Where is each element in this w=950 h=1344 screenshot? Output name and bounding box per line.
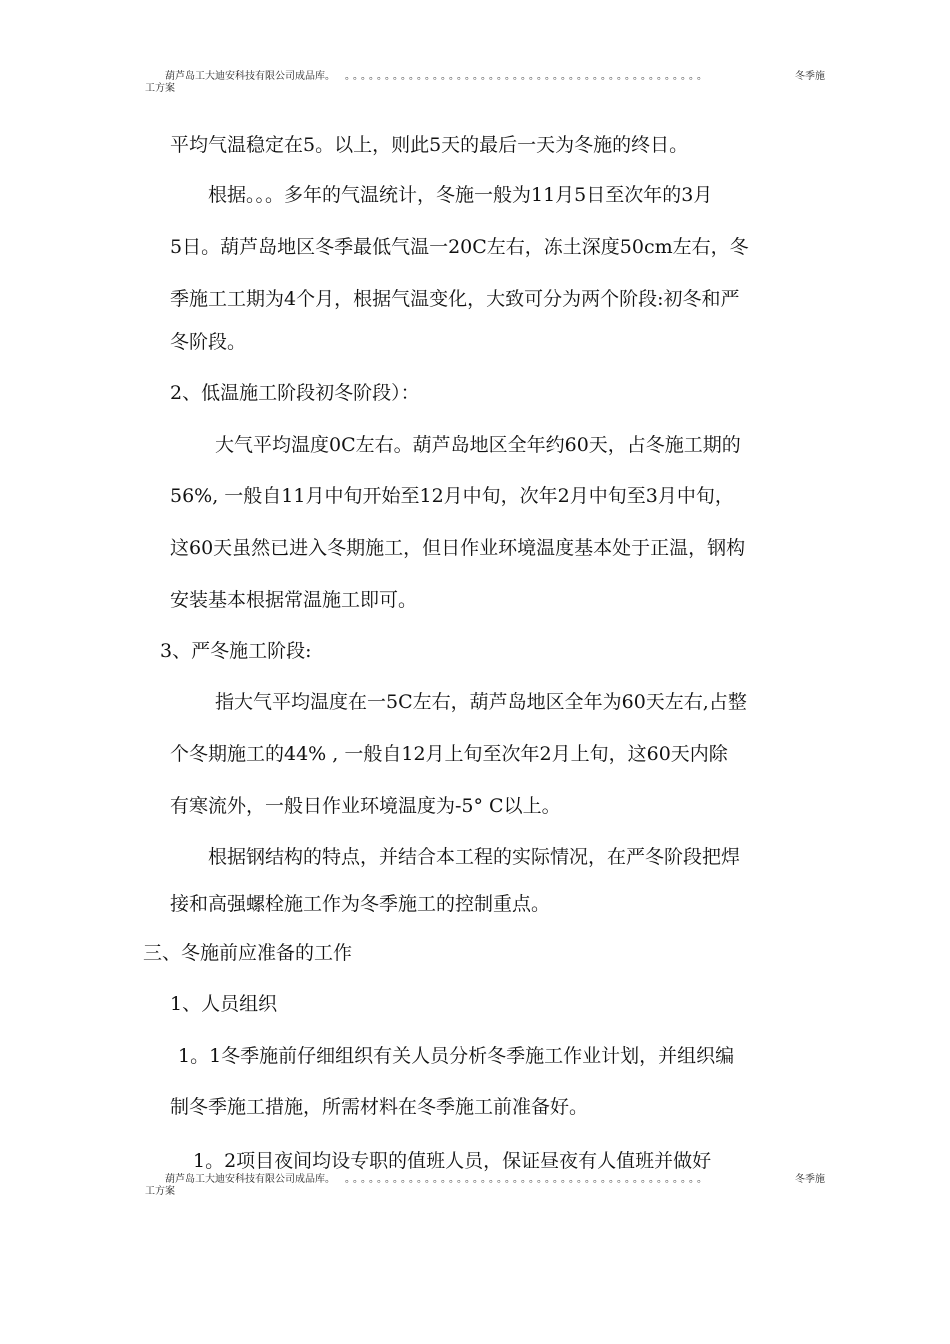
body-line: 接和高强螺栓施工作为冬季施工的控制重点。	[170, 893, 551, 915]
body-line: 平均气温稳定在5。以上，则此5天的最后一天为冬施的终日。	[170, 134, 689, 156]
body-line: 有寒流外，一般日作业环境温度为-5° C以上。	[170, 795, 561, 817]
body-line: 5日。葫芦岛地区冬季最低气温一20C左右，冻土深度50cm左右，冬	[170, 236, 749, 258]
section-heading: 3、严冬施工阶段:	[160, 640, 312, 662]
body-line: 指大气平均温度在一5C左右，葫芦岛地区全年为60天左右,占整	[215, 691, 747, 713]
footer-title-part1: 冬季施	[795, 1174, 825, 1185]
footer-company: 葫芦岛工大迪安科技有限公司成品库。	[165, 1174, 335, 1185]
body-line: 大气平均温度0C左右。葫芦岛地区全年约60天，占冬施工期的	[215, 434, 741, 456]
header-title-part1: 冬季施	[795, 71, 825, 82]
body-line: 根据钢结构的特点，并结合本工程的实际情况，在严冬阶段把焊	[208, 846, 741, 868]
body-line: 冬阶段。	[170, 331, 247, 353]
body-line: 根据。。。多年的气温统计，冬施一般为11月5日至次年的3月	[208, 184, 713, 206]
footer-leader-dots: 。。。。。。。。。。。。。。。。。。。。。。。。。。。。。。。。。。。。。。。。。。。。。	[345, 1174, 710, 1185]
body-line: 1。1冬季施前仔细组织有关人员分析冬季施工作业计划，并组织编	[178, 1045, 735, 1067]
body-line: 56%, 一般自11月中旬开始至12月中旬，次年2月中旬至3月中旬，	[170, 485, 734, 507]
body-line: 个冬期施工的44% , 一般自12月上旬至次年2月上旬，这60天内除	[170, 743, 728, 765]
section-heading: 三、冬施前应准备的工作	[143, 942, 353, 964]
header-leader-dots: 。。。。。。。。。。。。。。。。。。。。。。。。。。。。。。。。。。。。。。。。。。。。。	[345, 71, 710, 82]
body-line: 安装基本根据常温施工即可。	[170, 589, 418, 611]
footer-title-part2: 工方案	[145, 1186, 175, 1197]
header-title-part2: 工方案	[145, 83, 175, 94]
body-line: 季施工工期为4个月，根据气温变化，大致可分为两个阶段:初冬和严	[170, 288, 740, 310]
section-heading: 2、低温施工阶段初冬阶段）：	[170, 382, 420, 404]
body-line: 这60天虽然已进入冬期施工，但日作业环境温度基本处于正温，钢构	[170, 537, 746, 559]
header-company: 葫芦岛工大迪安科技有限公司成品库。	[165, 71, 335, 82]
body-line: 制冬季施工措施，所需材料在冬季施工前准备好。	[170, 1096, 589, 1118]
subsection-heading: 1、人员组织	[170, 993, 278, 1015]
body-line: 1。2项目夜间均设专职的值班人员，保证昼夜有人值班并做好	[193, 1150, 712, 1172]
